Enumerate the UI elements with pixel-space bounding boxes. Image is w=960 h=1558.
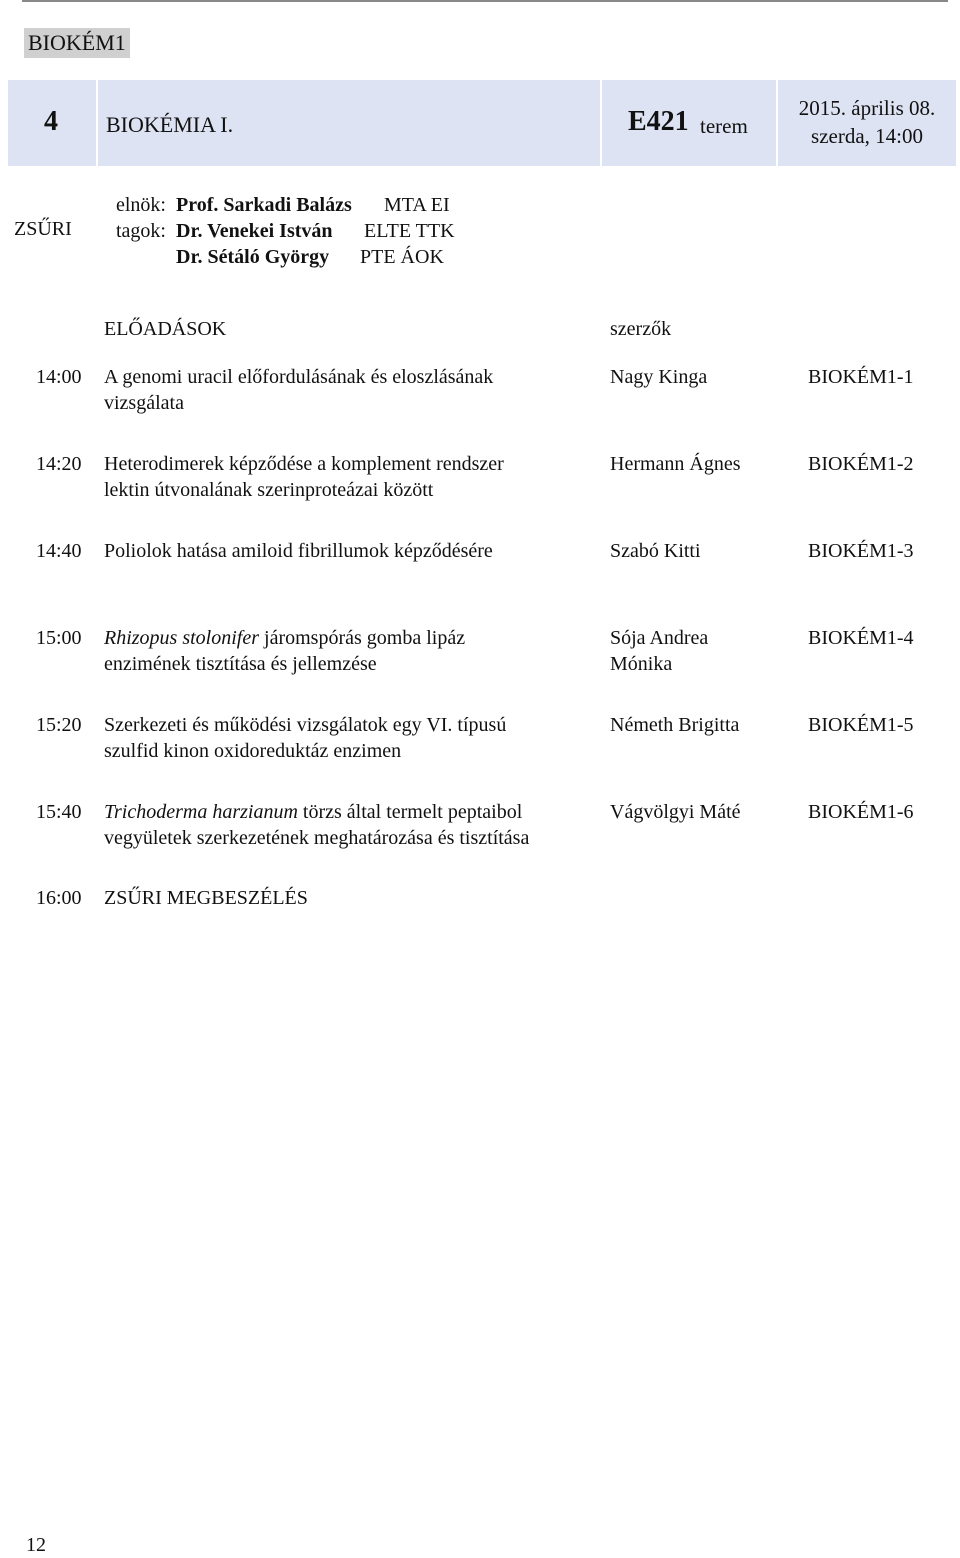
talk-author-line: Sója Andrea xyxy=(610,627,709,649)
top-rule xyxy=(22,0,948,2)
talk-title xyxy=(104,538,594,564)
talk-title-text: Poliolok hatása amiloid fibrillumok képződésére xyxy=(104,540,493,562)
jury-member-institution: MTA EI xyxy=(384,194,450,216)
jury-label: ZSŰRI xyxy=(14,218,72,240)
closing-time: 16:00 xyxy=(36,887,82,909)
jury-member-institution: ELTE TTK xyxy=(364,220,455,242)
column-separator xyxy=(96,80,98,166)
talk-author-line: Németh Brigitta xyxy=(610,714,740,736)
talk-code: BIOKÉM1-1 xyxy=(808,366,914,388)
jury-member-name: Dr. Venekei István xyxy=(176,220,333,242)
talk-time: 14:20 xyxy=(36,453,82,475)
session-day-time: szerda, 14:00 xyxy=(811,124,923,148)
talk-title-text: Szerkezeti és működési vizsgálatok egy VI. típusú xyxy=(104,714,507,736)
closing-label: ZSŰRI MEGBESZÉLÉS xyxy=(104,887,308,909)
page-number: 12 xyxy=(26,1534,46,1556)
jury-member-institution: PTE ÁOK xyxy=(360,246,444,268)
column-separator xyxy=(776,80,778,166)
talk-author xyxy=(610,712,790,738)
talk-title-line xyxy=(104,799,594,825)
jury-role: elnök: xyxy=(116,194,166,216)
talk-code: BIOKÉM1-6 xyxy=(808,801,914,823)
talk-title-line: enzimének tisztítása és jellemzése xyxy=(104,653,377,675)
talk-time: 14:40 xyxy=(36,540,82,562)
talk-author-line: Nagy Kinga xyxy=(610,366,708,388)
talk-author xyxy=(610,625,790,677)
talks-column-header: ELŐADÁSOK xyxy=(104,318,227,340)
talk-title-line: vegyületek szerkezetének meghatározása és tisztítása xyxy=(104,827,530,849)
talk-title-line: szulfid kinon oxidoreduktáz enzimen xyxy=(104,740,402,762)
talk-author-line: Szabó Kitti xyxy=(610,540,701,562)
talk-title-text: járomspórás gomba lipáz xyxy=(259,627,466,649)
talk-title-line xyxy=(104,538,594,564)
jury-member-name: Dr. Sétáló György xyxy=(176,246,330,268)
talk-code: BIOKÉM1-5 xyxy=(808,714,914,736)
talk-author xyxy=(610,451,790,477)
talk-title xyxy=(104,364,594,416)
talk-author-line: Vágvölgyi Máté xyxy=(610,801,741,823)
talk-title xyxy=(104,625,594,677)
talk-title xyxy=(104,451,594,503)
jury-role: tagok: xyxy=(116,220,166,242)
talk-title-line: lektin útvonalának szerinproteázai között xyxy=(104,479,434,501)
talk-author xyxy=(610,364,790,390)
talk-title-text: Heterodimerek képződése a komplement rendszer xyxy=(104,453,504,475)
talk-author-line: Hermann Ágnes xyxy=(610,453,741,475)
jury-member-name: Prof. Sarkadi Balázs xyxy=(176,194,352,216)
talk-author xyxy=(610,538,790,564)
session-date: 2015. április 08. xyxy=(798,96,936,120)
talk-title-line xyxy=(104,625,594,651)
talk-title xyxy=(104,712,594,764)
talk-title-line xyxy=(104,364,594,390)
talk-title-line xyxy=(104,451,594,477)
room-word: terem xyxy=(700,114,748,138)
talk-time: 14:00 xyxy=(36,366,82,388)
column-separator xyxy=(600,80,602,166)
authors-column-header: szerzők xyxy=(610,318,672,340)
talk-time: 15:00 xyxy=(36,627,82,649)
session-header-bar xyxy=(8,80,956,166)
section-tag: BIOKÉM1 xyxy=(24,28,130,58)
talk-title xyxy=(104,799,594,851)
talk-code: BIOKÉM1-4 xyxy=(808,627,914,649)
session-number: 4 xyxy=(44,106,58,137)
session-title: BIOKÉMIA I. xyxy=(106,112,234,137)
talk-title-italic: Trichoderma harzianum xyxy=(104,801,298,823)
talk-title-line xyxy=(104,712,594,738)
talk-title-text: A genomi uracil előfordulásának és eloszlásának xyxy=(104,366,494,388)
talk-title-text: törzs által termelt peptaibol xyxy=(297,801,523,823)
talk-time: 15:40 xyxy=(36,801,82,823)
talk-title-italic: Rhizopus stolonifer xyxy=(104,627,260,649)
talk-author xyxy=(610,799,790,825)
talk-code: BIOKÉM1-3 xyxy=(808,540,914,562)
talk-time: 15:20 xyxy=(36,714,82,736)
talk-author-line: Mónika xyxy=(610,653,673,675)
talk-code: BIOKÉM1-2 xyxy=(808,453,914,475)
room-code: E421 xyxy=(628,106,689,137)
talk-title-line: vizsgálata xyxy=(104,392,184,414)
